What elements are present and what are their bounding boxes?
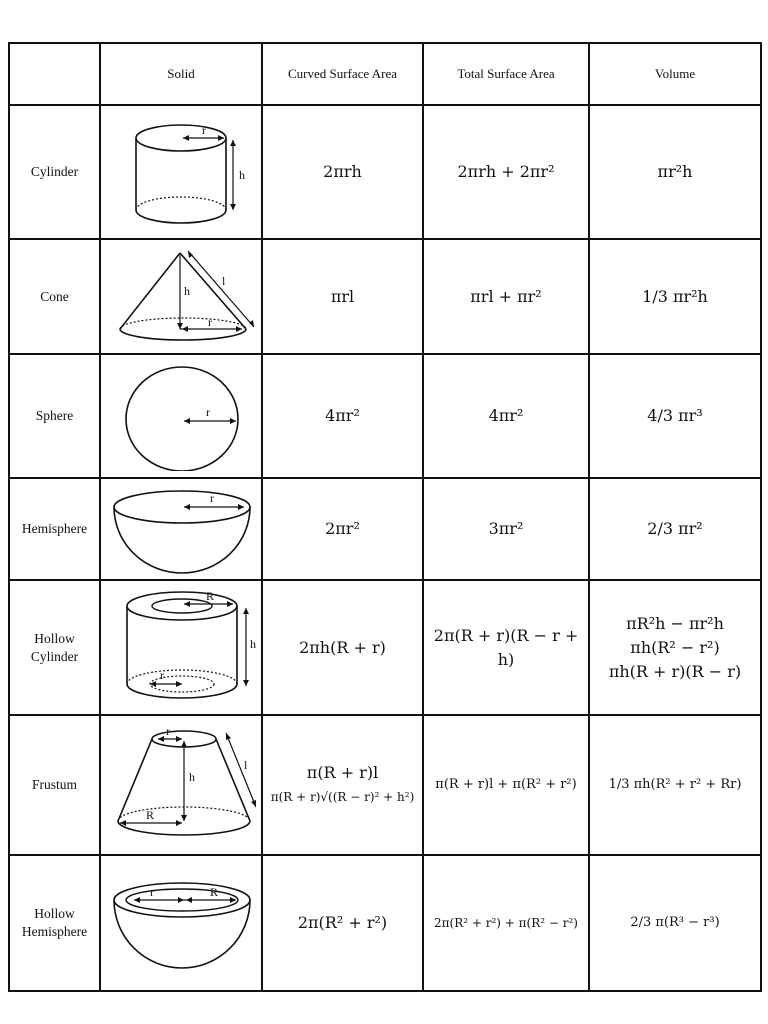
hemisphere-tsa: 3πr² xyxy=(423,478,589,580)
cone-diagram xyxy=(100,239,262,354)
row-name-frustum: Frustum xyxy=(9,715,100,855)
hollow-cylinder-label-R: R xyxy=(206,588,215,603)
frustum-label-r: r xyxy=(166,724,170,738)
row-name-hemisphere: Hemisphere xyxy=(9,478,100,580)
sphere-tsa: 4πr² xyxy=(423,354,589,478)
hollow-hemisphere-icon xyxy=(106,868,256,978)
row-name-hollow-hemisphere-line-2: Hemisphere xyxy=(21,924,88,939)
cone-csa: πrl xyxy=(262,239,423,354)
frustum-volume: 1/3 πh(R² + r² + Rr) xyxy=(589,715,761,855)
hollow-cylinder-volume xyxy=(589,580,761,715)
row-name-cylinder: Cylinder xyxy=(9,105,100,239)
frustum-icon xyxy=(106,723,256,847)
row-name-hollow-hemisphere xyxy=(9,855,100,991)
table-row-hollow-hemisphere xyxy=(9,855,761,991)
frustum-csa xyxy=(262,715,423,855)
header-total-surface-area: Total Surface Area xyxy=(423,43,589,105)
hollow-hemisphere-label-R: R xyxy=(210,885,219,899)
hollow-cylinder-tsa: 2π(R + r)(R − r + h) xyxy=(423,580,589,715)
frustum-csa-line-1: π(R + r)l xyxy=(306,763,379,782)
hollow-cylinder-volume-line-2: πh(R² − r²) xyxy=(630,637,720,657)
hollow-cylinder-volume-line-1: πR²h − πr²h xyxy=(626,613,724,633)
cylinder-label-r: r xyxy=(202,123,206,137)
table-row-sphere xyxy=(9,354,761,478)
table-row-hollow-cylinder xyxy=(9,580,761,715)
sphere-icon xyxy=(106,361,256,471)
header-solid: Solid xyxy=(100,43,262,105)
table-row-hemisphere xyxy=(9,478,761,580)
header-volume: Volume xyxy=(589,43,761,105)
cone-tsa: πrl + πr² xyxy=(423,239,589,354)
hollow-cylinder-label-r: r xyxy=(160,667,164,682)
cylinder-csa: 2πrh xyxy=(262,105,423,239)
row-name-sphere: Sphere xyxy=(9,354,100,478)
hollow-hemisphere-diagram xyxy=(100,855,262,991)
cone-label-h: h xyxy=(184,283,190,298)
frustum-diagram xyxy=(100,715,262,855)
cylinder-volume: πr²h xyxy=(589,105,761,239)
row-name-hollow-cylinder xyxy=(9,580,100,715)
hollow-cylinder-volume-line-3: πh(R + r)(R − r) xyxy=(608,661,742,681)
hemisphere-icon xyxy=(106,481,256,577)
hollow-hemisphere-csa: 2π(R² + r²) xyxy=(262,855,423,991)
cylinder-tsa: 2πrh + 2πr² xyxy=(423,105,589,239)
frustum-csa-line-2: π(R + r)√((R − r)² + h²) xyxy=(270,790,415,804)
cylinder-diagram xyxy=(100,105,262,239)
hemisphere-diagram xyxy=(100,478,262,580)
table-row-cylinder xyxy=(9,105,761,239)
row-name-hollow-cylinder-line-1: Hollow xyxy=(34,630,75,646)
hollow-cylinder-label-h: h xyxy=(250,636,256,651)
frustum-label-l: l xyxy=(244,758,248,772)
hollow-cylinder-icon xyxy=(106,586,256,710)
cone-label-r: r xyxy=(208,314,212,329)
header-row xyxy=(9,43,761,105)
sphere-diagram xyxy=(100,354,262,478)
hollow-hemisphere-label-r: r xyxy=(150,885,154,899)
row-name-hollow-cylinder-line-2: Cylinder xyxy=(30,648,79,664)
frustum-label-R: R xyxy=(146,808,155,822)
header-empty xyxy=(9,43,100,105)
cylinder-icon xyxy=(106,112,256,232)
hemisphere-label-r: r xyxy=(210,491,214,505)
hemisphere-volume: 2/3 πr² xyxy=(589,478,761,580)
hollow-hemisphere-volume: 2/3 π(R³ − r³) xyxy=(589,855,761,991)
sphere-csa: 4πr² xyxy=(262,354,423,478)
cone-volume: 1/3 πr²h xyxy=(589,239,761,354)
sphere-volume: 4/3 πr³ xyxy=(589,354,761,478)
hemisphere-csa: 2πr² xyxy=(262,478,423,580)
table-row-frustum xyxy=(9,715,761,855)
sphere-label-r: r xyxy=(206,405,210,419)
header-curved-surface-area: Curved Surface Area xyxy=(262,43,423,105)
row-name-hollow-hemisphere-line-1: Hollow xyxy=(34,906,75,921)
row-name-cone: Cone xyxy=(9,239,100,354)
cone-label-l: l xyxy=(222,273,226,288)
hollow-hemisphere-tsa: 2π(R² + r²) + π(R² − r²) xyxy=(423,855,589,991)
table-row-cone xyxy=(9,239,761,354)
formula-table xyxy=(8,42,762,992)
frustum-label-h: h xyxy=(189,770,195,784)
frustum-tsa: π(R + r)l + π(R² + r²) xyxy=(423,715,589,855)
cone-icon xyxy=(106,245,256,349)
cylinder-label-h: h xyxy=(239,168,245,182)
hollow-cylinder-diagram xyxy=(100,580,262,715)
hollow-cylinder-csa: 2πh(R + r) xyxy=(262,580,423,715)
